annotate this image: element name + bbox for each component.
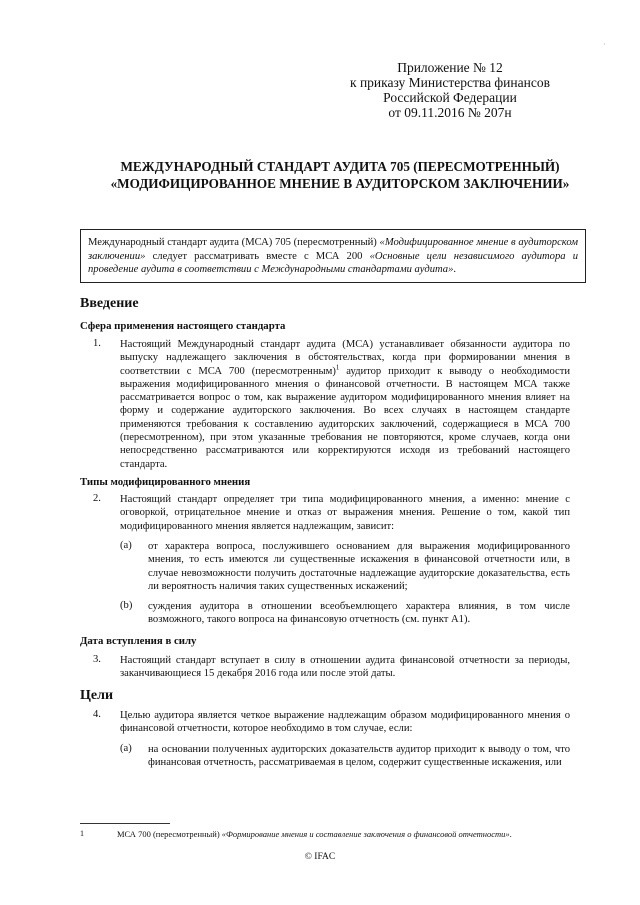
- footnote-mark: 1: [80, 829, 84, 838]
- paragraph-4a: на основании полученных аудиторских доказательств аудитор приходит к выводу о том, что финансовая отчетность, рассматриваемая в целом, содержит существенные искажения, или: [148, 744, 570, 769]
- appendix-date: от 09.11.2016 № 207н: [388, 105, 512, 120]
- paragraph-1: [120, 338, 570, 471]
- heading-types: Типы модифицированного мнения: [80, 476, 251, 488]
- heading-effective-date: Дата вступления в силу: [80, 635, 197, 647]
- paragraph-1-number: 1.: [93, 338, 101, 349]
- heading-objectives: Цели: [80, 688, 114, 703]
- title-line-1: МЕЖДУНАРОДНЫЙ СТАНДАРТ АУДИТА 705 (ПЕРЕСМОТРЕННЫЙ): [120, 159, 560, 174]
- paragraph-1-text-a: Настоящий Международный стандарт аудита (МСА) устанавливает обязанности аудитора по выпуску надлежащего заключения в обстоятельствах, когда при формировании мнения в соответствии с МСА 700 (пересмотренным): [120, 339, 570, 377]
- appendix-order: к приказу Министерства финансов: [350, 75, 550, 90]
- copyright: © IFAC: [304, 852, 336, 862]
- paragraph-2b: суждения аудитора в отношении всеобъемлющего характера влияния, в том числе возможного, такого вопроса на финансовую отчетность (см. пункт А1).: [148, 601, 570, 626]
- paragraph-3: Настоящий стандарт вступает в силу в отношении аудита финансовой отчетности за периоды, заканчивающиеся 15 декабря 2016 года или после этой даты.: [120, 655, 570, 680]
- intro-text-2: «Модифицированное мнение в аудиторском заключении»: [88, 237, 578, 262]
- intro-text-3: следует рассматривать вместе с МСА 200: [145, 250, 370, 262]
- corner-mark: ·: [603, 40, 606, 49]
- heading-introduction: Введение: [80, 296, 139, 311]
- document-title: [70, 158, 610, 192]
- paragraph-2a: от характера вопроса, послужившего основанием для выражения модифицированного мнения, то есть имеются ли существенные искажения в финансовой отчетности или, в случае невозможности получить достаточные надлежащие аудиторские доказательства, есть ли вероятность наличия таких существенных искажений;: [148, 541, 570, 592]
- appendix-number: Приложение № 12: [397, 60, 503, 75]
- paragraph-1-text-b: аудитор приходит к выводу о необходимости выражения модифицированного мнения о финансовой отчетности. В настоящем МСА также рассматривается вопрос о том, как выражение аудитором модифицированного мнения влияет на форму и содержание аудиторского заключения. Во всех случаях в настоящем стандарте применяются требования к составлению аудиторских заключений, содержащиеся в МСА 700 (пересмотренном), при этом указанные требования не повторяются, кроме случаев, когда они непосредственно рассматриваются или корректируются исходя из требований настоящего стандарта.: [120, 365, 571, 470]
- paragraph-4a-number: (a): [120, 743, 132, 754]
- appendix-block: [330, 60, 570, 120]
- footnote-text-2: «Формирование мнения и составление заключения о финансовой отчетности»: [221, 829, 510, 839]
- paragraph-4-number: 4.: [93, 709, 101, 720]
- paragraph-2: Настоящий стандарт определяет три типа модифицированного мнения, а именно: мнение с оговоркой, отрицательное мнение и отказ от выражения мнения. Решение о том, какой тип модифицированного мнения является надлежащим, зависит:: [120, 494, 570, 532]
- paragraph-2a-number: (a): [120, 540, 132, 551]
- footnote-divider: [80, 823, 170, 824]
- footnote-ref: 1: [335, 363, 340, 372]
- heading-scope: Сфера применения настоящего стандарта: [80, 320, 286, 332]
- footnote-text-1: МСА 700 (пересмотренный): [117, 829, 222, 839]
- intro-text-1: Международный стандарт аудита (МСА) 705 (пересмотренный): [88, 237, 380, 248]
- intro-text-4: «Основные цели независимого аудитора и проведение аудита в соответствии с Международными стандартами аудита»: [88, 250, 578, 275]
- title-line-2: «МОДИФИЦИРОВАННОЕ МНЕНИЕ В АУДИТОРСКОМ ЗАКЛЮЧЕНИИ»: [110, 176, 570, 191]
- appendix-country: Российской Федерации: [383, 90, 517, 105]
- intro-box: [80, 229, 586, 283]
- footnote-text-3: .: [509, 829, 512, 839]
- paragraph-3-number: 3.: [93, 654, 101, 665]
- footnote-text: [117, 829, 512, 839]
- paragraph-4: Целью аудитора является четкое выражение надлежащим образом модифицированного мнения о финансовой отчетности, которое необходимо в том случае, если:: [120, 710, 570, 735]
- paragraph-2b-number: (b): [120, 600, 133, 611]
- paragraph-2-number: 2.: [93, 493, 101, 504]
- intro-text-5: .: [453, 264, 457, 275]
